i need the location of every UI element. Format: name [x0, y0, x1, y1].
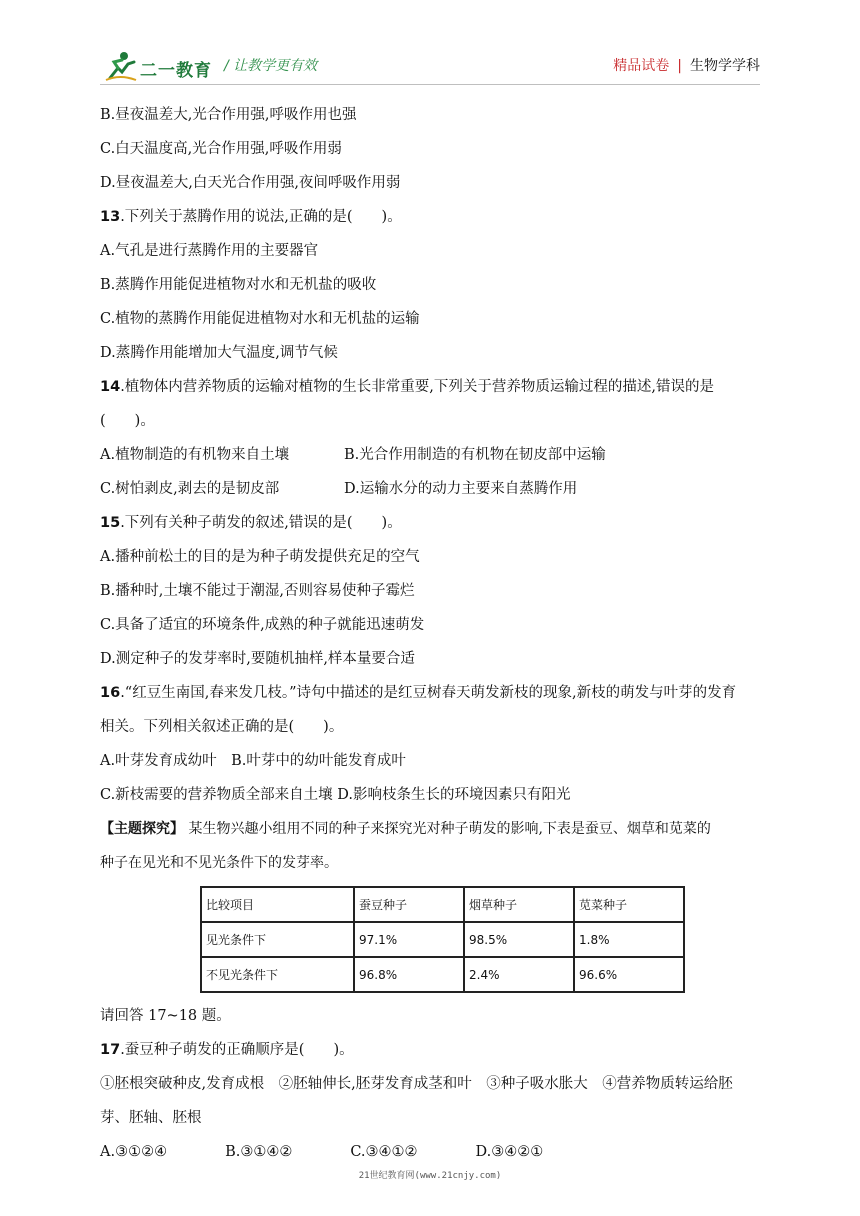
table-cell: 1.8%	[574, 922, 684, 957]
question-number: 17	[100, 1042, 121, 1058]
header-divider	[100, 84, 760, 85]
question-steps-cont: 芽、胚轴、胚根	[100, 1110, 202, 1126]
question-number: 14	[100, 379, 121, 395]
theme-text-cont: 种子在见光和不见光条件下的发芽率。	[100, 855, 338, 871]
option-line: D.昼夜温差大,白天光合作用强,夜间呼吸作用弱	[100, 175, 401, 191]
question-steps: ①胚根突破种皮,发育成根 ②胚轴伸长,胚芽发育成茎和叶 ③种子吸水胀大 ④营养物质转运给胚	[100, 1076, 733, 1092]
header-right	[613, 55, 760, 75]
table-cell: 2.4%	[464, 957, 574, 992]
option-line: C.植物的蒸腾作用能促进植物对水和无机盐的运输	[100, 311, 420, 327]
theme-label: 【主题探究】	[100, 821, 184, 837]
theme-intro	[100, 812, 762, 846]
page-header	[100, 46, 760, 86]
question-text-cont: ( )。	[100, 413, 155, 429]
table-row	[201, 957, 684, 992]
option-row	[100, 438, 762, 472]
question-text: .下列关于蒸腾作用的说法,正确的是( )。	[120, 209, 402, 225]
subject-label: 生物学学科	[690, 58, 760, 74]
germination-table	[200, 886, 685, 993]
option-a: A.植物制造的有机物来自土壤	[100, 447, 290, 463]
option-row	[100, 472, 762, 506]
question-number: 15	[100, 515, 121, 531]
option-line: D.蒸腾作用能增加大气温度,调节气候	[100, 345, 338, 361]
question-16	[100, 676, 762, 710]
answer-range: 请回答 17~18 题。	[100, 1008, 231, 1024]
table-cell: 96.8%	[354, 957, 464, 992]
option-line: B.昼夜温差大,光合作用强,呼吸作用也强	[100, 107, 357, 123]
question-number: 13	[100, 209, 121, 225]
runner-logo-icon	[104, 50, 138, 82]
question-text: .蚕豆种子萌发的正确顺序是( )。	[120, 1042, 354, 1058]
question-number: 16	[100, 685, 121, 701]
slogan: / 让教学更有效	[224, 58, 318, 74]
document-body	[100, 98, 762, 1169]
question-text: .下列有关种子萌发的叙述,错误的是( )。	[120, 515, 402, 531]
table-cell: 见光条件下	[201, 922, 354, 957]
table-cell: 96.6%	[574, 957, 684, 992]
question-text: .植物体内营养物质的运输对植物的生长非常重要,下列关于营养物质运输过程的描述,错误的是	[120, 379, 715, 395]
option-row: C.新枝需要的营养物质全部来自土壤 D.影响枝条生长的环境因素只有阳光	[100, 787, 571, 803]
option-d: D.运输水分的动力主要来自蒸腾作用	[344, 481, 578, 497]
option-line: B.蒸腾作用能促进植物对水和无机盐的吸收	[100, 277, 377, 293]
option-line: C.白天温度高,光合作用强,呼吸作用弱	[100, 141, 342, 157]
theme-text: 某生物兴趣小组用不同的种子来探究光对种子萌发的影响,下表是蚕豆、烟草和苋菜的	[184, 821, 711, 837]
option-line: B.播种时,土壤不能过于潮湿,否则容易使种子霉烂	[100, 583, 415, 599]
table-cell: 98.5%	[464, 922, 574, 957]
option-row: A.③①②④ B.③①④② C.③④①② D.③④②①	[100, 1144, 544, 1160]
header-separator: |	[677, 58, 682, 74]
option-line: A.气孔是进行蒸腾作用的主要器官	[100, 243, 319, 259]
table-cell: 97.1%	[354, 922, 464, 957]
logo	[104, 50, 244, 84]
option-line: D.测定种子的发芽率时,要随机抽样,样本量要合适	[100, 651, 415, 667]
option-line: C.具备了适宜的环境条件,成熟的种子就能迅速萌发	[100, 617, 425, 633]
question-text-cont: 相关。下列相关叙述正确的是( )。	[100, 719, 344, 735]
page-footer: 21世纪教育网(www.21cnjy.com)	[358, 1171, 502, 1181]
question-text: .“红豆生南国,春来发几枝。”诗句中描述的是红豆树春天萌发新枝的现象,新枝的萌发与叶芽的发育	[120, 685, 737, 701]
option-b: B.光合作用制造的有机物在韧皮部中运输	[344, 447, 606, 463]
table-row	[201, 922, 684, 957]
table-header-row	[201, 887, 684, 922]
question-13	[100, 200, 762, 234]
table-header-cell: 苋菜种子	[574, 887, 684, 922]
option-row: A.叶芽发育成幼叶 B.叶芽中的幼叶能发育成叶	[100, 753, 406, 769]
premium-tag: 精品试卷	[613, 58, 670, 74]
option-c: C.树怕剥皮,剥去的是韧皮部	[100, 481, 280, 497]
table-header-cell: 比较项目	[201, 887, 354, 922]
table-header-cell: 蚕豆种子	[354, 887, 464, 922]
table-cell: 不见光条件下	[201, 957, 354, 992]
question-14	[100, 370, 762, 404]
question-15	[100, 506, 762, 540]
table-header-cell: 烟草种子	[464, 887, 574, 922]
question-17	[100, 1033, 762, 1067]
logo-text: 二一教育	[140, 61, 212, 81]
option-line: A.播种前松土的目的是为种子萌发提供充足的空气	[100, 549, 420, 565]
